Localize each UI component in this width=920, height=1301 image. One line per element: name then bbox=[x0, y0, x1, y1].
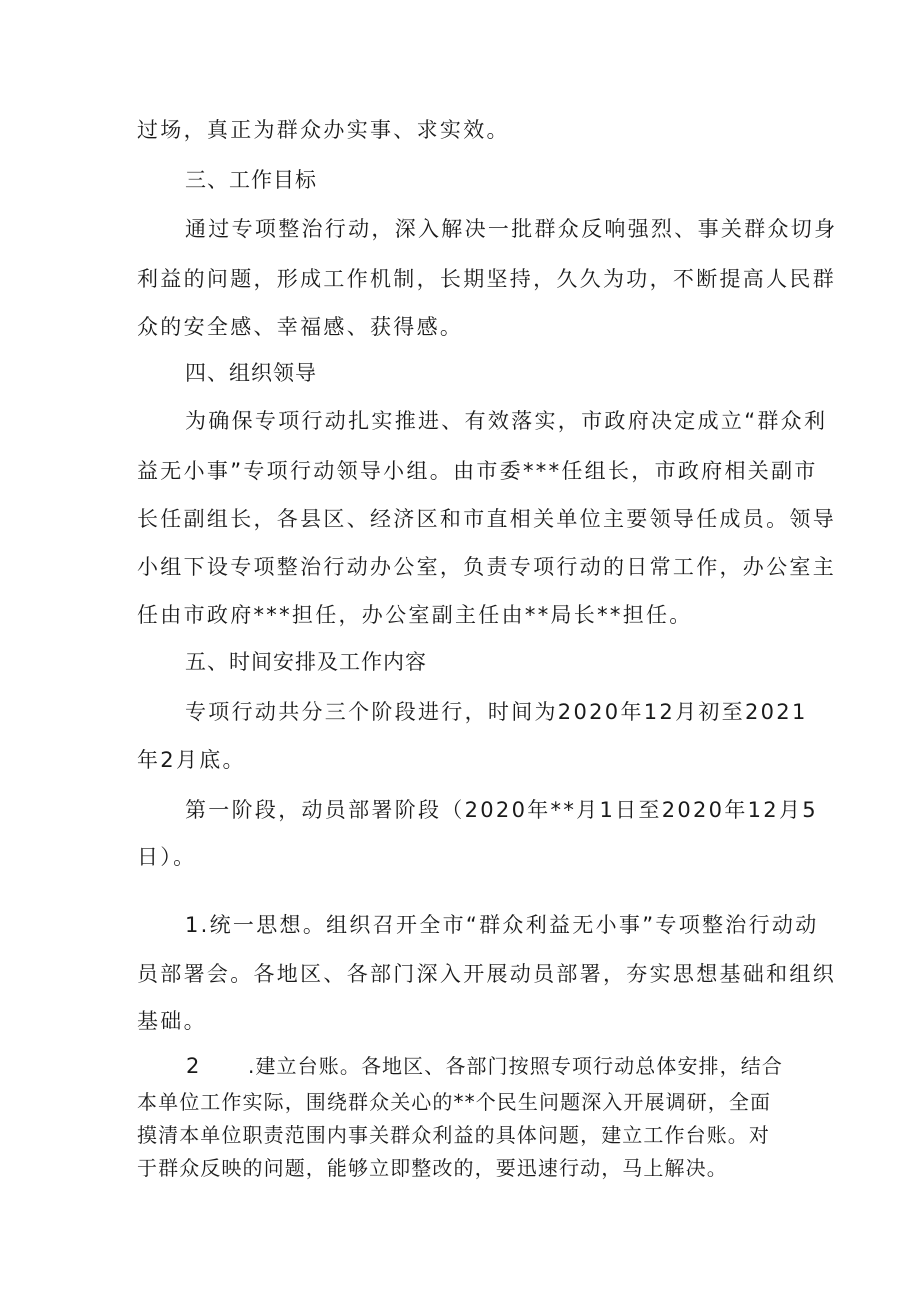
list-item-line: 于群众反映的问题，能够立即整改的，要迅速行动，马上解决。 bbox=[137, 1156, 728, 1180]
section-heading: 四、组织领导 bbox=[185, 361, 317, 385]
paragraph-line: 年2月底。 bbox=[137, 748, 246, 772]
paragraph-line: 第一阶段，动员部署阶段（2020年**月1日至2020年12月5 bbox=[185, 798, 818, 822]
list-item-line: 本单位工作实际，围绕群众关心的**个民生问题深入开展调研，全面 bbox=[137, 1090, 772, 1114]
section-heading: 三、工作目标 bbox=[185, 168, 317, 192]
list-item-line: 1.统一思想。组织召开全市“群众利益无小事”专项整治行动动 bbox=[185, 913, 819, 937]
paragraph-line: 通过专项整治行动，深入解决一批群众反响强烈、事关群众切身 bbox=[185, 217, 838, 241]
paragraph-line: 长任副组长，各县区、经济区和市直相关单位主要领导任成员。领导 bbox=[137, 507, 836, 531]
paragraph-line: 为确保专项行动扎实推进、有效落实，市政府决定成立“群众利 bbox=[185, 409, 828, 433]
paragraph-line: 日）。 bbox=[137, 845, 197, 869]
list-item-line: 员部署会。各地区、各部门深入开展动员部署，夯实思想基础和组织 bbox=[137, 962, 836, 986]
list-item-line: .建立台账。各地区、各部门按照专项行动总体安排，结合 bbox=[248, 1054, 783, 1078]
paragraph-line: 利益的问题，形成工作机制，长期坚持，久久为功，不断提高人民群 bbox=[137, 267, 836, 291]
list-item-number: 2 bbox=[186, 1054, 200, 1078]
list-item-line: 摸清本单位职责范围内事关群众利益的具体问题，建立工作台账。对 bbox=[137, 1123, 770, 1147]
paragraph-line: 任由市政府***担任，办公室副主任由**局长**担任。 bbox=[137, 603, 693, 627]
paragraph-line: 专项行动共分三个阶段进行，时间为2020年12月初至2021 bbox=[185, 700, 808, 724]
paragraph-line: 益无小事”专项行动领导小组。由市委***任组长，市政府相关副市 bbox=[137, 459, 818, 483]
paragraph-line: 过场，真正为群众办实事、求实效。 bbox=[137, 118, 510, 142]
paragraph-line: 众的安全感、幸福感、获得感。 bbox=[137, 315, 464, 339]
list-item-line: 基础。 bbox=[137, 1009, 207, 1033]
section-heading: 五、时间安排及工作内容 bbox=[185, 650, 427, 674]
paragraph-line: 小组下设专项整治行动办公室，负责专项行动的日常工作，办公室主 bbox=[137, 555, 836, 579]
